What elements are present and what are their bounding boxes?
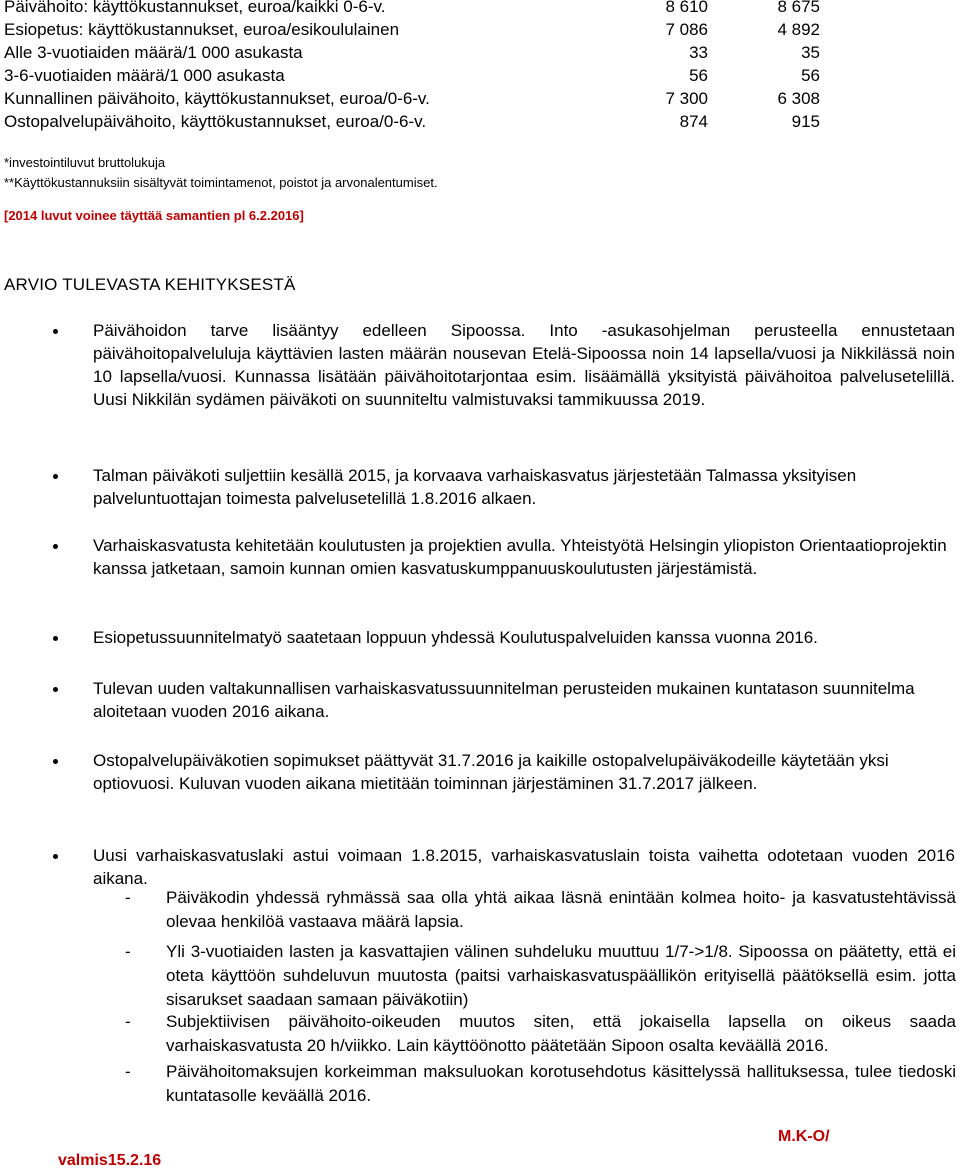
row-value-2: 4 892 [777,20,820,39]
list-item [93,319,955,411]
row-value-1: 7 300 [665,89,708,108]
row-label: Alle 3-vuotiaiden määrä/1 000 asukasta [4,43,303,62]
bullet-dot-icon [53,687,58,692]
table-row [4,0,824,18]
sub-list-item-text: Subjektiivisen päivähoito-oikeuden muutos siten, että jokaisella lapsella on oikeus saada varhaiskasvatusta 20 h/viikko. Lain käyttöönotto päätetään Sipoon osalta keväällä 2016. [166,1012,956,1055]
list-item-text: Tulevan uuden valtakunnallisen varhaiskasvatussuunnitelman perusteiden mukainen kuntatason suunnitelma aloitetaan vuoden 2016 aikana. [93,679,915,721]
footer-initials: M.K-O/ [778,1128,830,1145]
editor-note: [2014 luvut voinee täyttää samantien pl 6.2.2016] [4,208,304,223]
list-item-text: Varhaiskasvatusta kehitetään koulutusten ja projektien avulla. Yhteistyötä Helsingin yliopiston Orientaatioprojektin kanssa jatketaan, samoin kunnan omien kasvatuskumppanuuskoulutusten järjestämistä. [93,536,947,578]
dash-marker: - [125,1062,131,1081]
list-item [93,464,955,510]
bullet-dot-icon [53,329,58,334]
dash-marker: - [125,888,131,907]
dash-marker: - [125,1012,131,1031]
list-item-text: Ostopalvelupäiväkotien sopimukset päättyvät 31.7.2016 ja kaikille ostopalvelupäiväkodeille käytetään yksi optiovuosi. Kuluvan vuoden aikana mietitään toiminnan järjestäminen 31.7.2017 jälkeen. [93,751,889,793]
table-row [4,87,824,110]
row-value-1: 33 [689,43,708,62]
section-heading: ARVIO TULEVASTA KEHITYKSESTÄ [4,275,296,294]
sub-list-item-text: Päivähoitomaksujen korkeimman maksuluokan korotusehdotus käsittelyssä hallituksessa, tulee tiedoski kuntatasolle keväällä 2016. [166,1062,956,1105]
row-value-2: 915 [791,112,820,131]
list-item [93,534,955,580]
row-label: Päivähoito: käyttökustannukset, euroa/kaikki 0-6-v. [4,0,386,16]
bullet-dot-icon [53,474,58,479]
list-item-text: Päivähoidon tarve lisääntyy edelleen Sipoossa. Into -asukasohjelman perusteella ennustetaan päivähoitopalveluluja käyttävien lasten määrän nousevan Etelä-Sipoossa noin 14 lapsella/vuosi ja Nikkilässä noin 10 lapsella/vuosi. Kunnassa lisätään päivähoitotarjontaa esim. lisäämällä yksityistä päivähoitoa palvelusetelillä. Uusi Nikkilän sydämen päiväkoti on suunniteltu valmistuvaksi tammikuussa 2019. [93,321,955,409]
row-value-1: 8 610 [665,0,708,16]
list-item-text: Esiopetussuunnitelmatyö saatetaan loppuun yhdessä Koulutuspalveluiden kanssa vuonna 2016. [93,628,818,647]
footnote-operating-costs: **Käyttökustannuksiin sisältyvät toimintamenot, poistot ja arvonalentumiset. [4,175,438,190]
table-row [4,41,824,64]
table-row [4,64,824,87]
list-item [93,749,955,795]
bullet-dot-icon [53,854,58,859]
table-row [4,18,824,41]
sub-list-item-text: Yli 3-vuotiaiden lasten ja kasvattajien välinen suhdeluku muuttuu 1/7->1/8. Sipoossa on päätetty, että ei oteta käyttöön suhdeluvun muutosta (paitsi varhaiskasvatuspäällikön erityisellä päätöksellä esim. jotta sisarukset saadaan samaan päiväkotiin) [166,942,956,1009]
row-value-1: 56 [689,66,708,85]
row-label: 3-6-vuotiaiden määrä/1 000 asukasta [4,66,285,85]
bullet-dot-icon [53,544,58,549]
row-value-2: 8 675 [777,0,820,16]
list-item-text: Uusi varhaiskasvatuslaki astui voimaan 1.8.2015, varhaiskasvatuslain toista vaihetta odotetaan vuoden 2016 aikana. [93,846,955,888]
table-row [4,110,824,133]
list-item [93,677,955,723]
row-value-1: 7 086 [665,20,708,39]
footer-status: valmis15.2.16 [58,1152,162,1169]
footnote-investments: *investointiluvut bruttolukuja [4,155,166,170]
bullet-dot-icon [53,636,58,641]
statistics-table [4,0,824,133]
bullet-dot-icon [53,759,58,764]
list-item [93,844,955,890]
row-value-1: 874 [679,112,708,131]
sub-list-item-text: Päiväkodin yhdessä ryhmässä saa olla yhtä aikaa läsnä enintään kolmea hoito- ja kasvatustehtävissä olevaa henkilöä vastaava määrä lapsia. [166,888,956,931]
list-item-text: Talman päiväkoti suljettiin kesällä 2015, ja korvaava varhaiskasvatus järjestetään Talmassa yksityisen palveluntuottajan toimesta palvelusetelillä 1.8.2016 alkaen. [93,466,857,508]
row-value-2: 35 [801,43,820,62]
row-value-2: 56 [801,66,820,85]
list-item [93,626,955,649]
row-label: Esiopetus: käyttökustannukset, euroa/esikoululainen [4,20,400,39]
row-value-2: 6 308 [777,89,820,108]
row-label: Kunnallinen päivähoito, käyttökustannukset, euroa/0-6-v. [4,89,430,108]
row-label: Ostopalvelupäivähoito, käyttökustannukset, euroa/0-6-v. [4,112,427,131]
dash-marker: - [125,942,131,961]
